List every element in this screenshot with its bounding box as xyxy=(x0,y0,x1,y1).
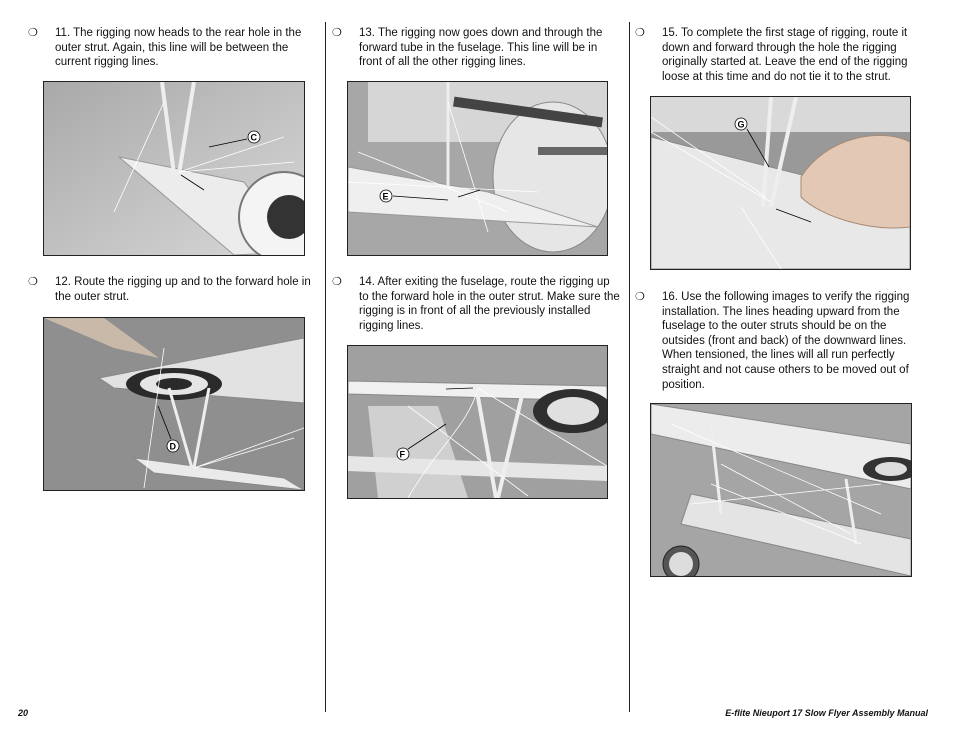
callout-e: E xyxy=(382,191,389,202)
checkbox-bullet-icon: ❍ xyxy=(332,276,342,288)
column-divider-left xyxy=(325,22,326,712)
step-12-text: 12. Route the rigging up and to the forward hole in the outer strut. xyxy=(55,276,311,303)
photo-step-14 xyxy=(347,345,608,499)
callout-f: F xyxy=(399,449,405,460)
photo-step-16 xyxy=(650,403,912,577)
photo-step-12 xyxy=(43,317,305,491)
checkbox-bullet-icon: ❍ xyxy=(28,27,38,39)
photo-step-13 xyxy=(347,81,608,256)
step-14-text: 14. After exiting the fuselage, route the rigging up to the forward hole in the outer strut. Make sure the rigging is in front of all the previously installed rigging lines. xyxy=(359,276,620,332)
checkbox-bullet-icon: ❍ xyxy=(635,291,645,303)
photo-step-15 xyxy=(650,96,911,270)
callout-c: C xyxy=(250,132,257,143)
page-number: 20 xyxy=(18,708,29,718)
manual-title-footer: E-flite Nieuport 17 Slow Flyer Assembly Manual xyxy=(725,708,928,718)
step-11-text: 11. The rigging now heads to the rear hole in the outer strut. Again, this line will be between the current rigging lines. xyxy=(55,27,302,69)
checkbox-bullet-icon: ❍ xyxy=(635,27,645,39)
checkbox-bullet-icon: ❍ xyxy=(28,276,38,288)
photo-step-11 xyxy=(43,81,305,256)
callout-g: G xyxy=(737,119,745,130)
step-15-text: 15. To complete the first stage of rigging, route it down and forward through the hole the rigging originally started at. Leave the end of the rigging loose at this time and do not tie it to the strut. xyxy=(662,27,908,83)
step-13-text: 13. The rigging now goes down and through the forward tube in the fuselage. This line will be in front of all the other rigging lines. xyxy=(359,27,603,69)
checkbox-bullet-icon: ❍ xyxy=(332,27,342,39)
callout-d: D xyxy=(169,441,176,452)
step-16-text: 16. Use the following images to verify the rigging installation. The lines heading upward from the fuselage to the outer struts should be on the outsides (front and back) of the downward lines. When tensioned, the lines will all run perfectly straight and not cause others to be moved out of position. xyxy=(662,291,910,391)
column-divider-right xyxy=(629,22,630,712)
